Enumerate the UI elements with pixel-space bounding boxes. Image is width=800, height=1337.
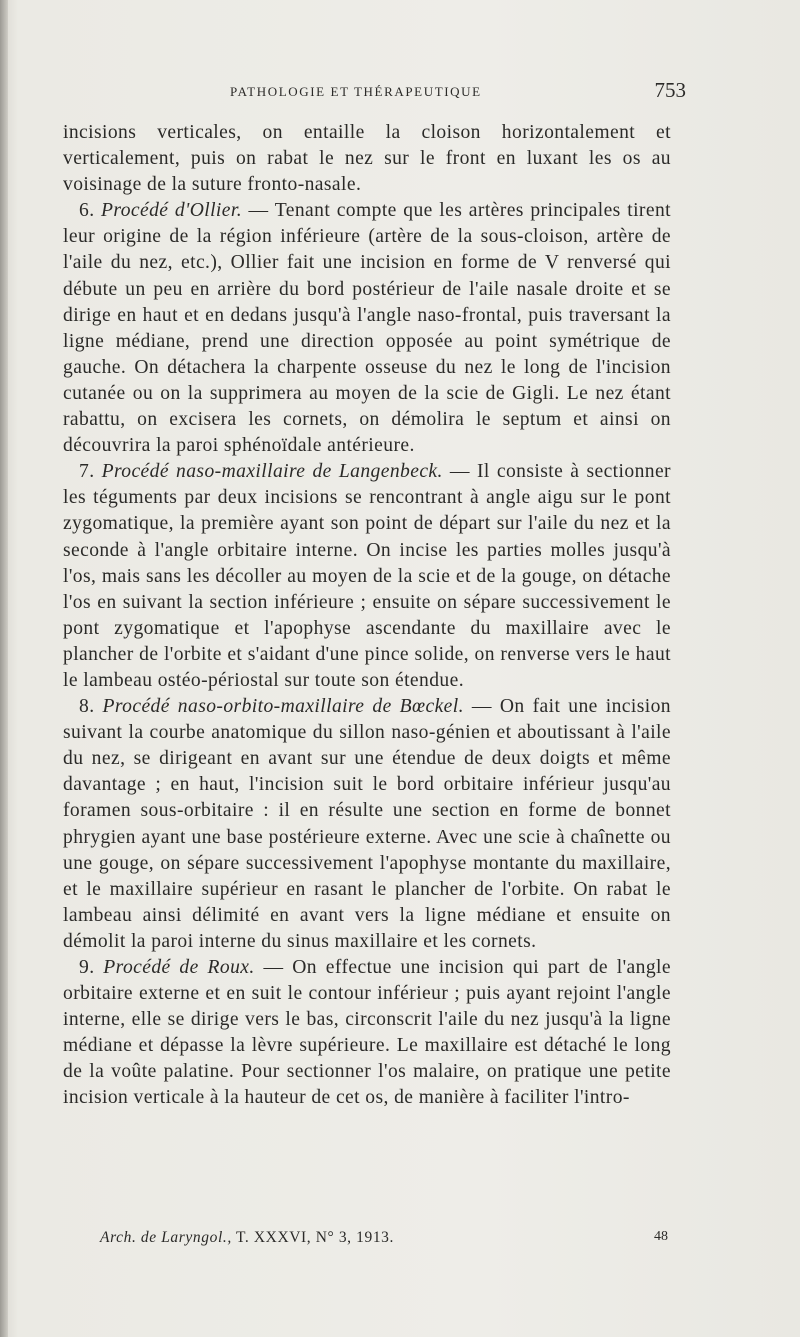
- paragraph-text: — Tenant compte que les artères principales tirent leur origine de la région inférieure (artère de la sous-cloison, artère de l'aile du nez, etc.), Ollier fait une incision en forme de V renversé qui débute un peu en arrière du bord postérieur de l'aile nasale droite et se dirige en haut et en dedans jusqu'à l'angle naso-frontal, puis traversant la ligne médiane, prend une direction opposée au point symétrique de gauche. On détachera la charpente osseuse du nez le long de l'incision cutanée ou on la supprimera au moyen de la scie de Gigli. Le nez étant rabattu, on excisera les cornets, on démolira le septum et ainsi on découvrira la paroi sphénoïdale antérieure.: [63, 200, 671, 457]
- section-heading: Procédé naso-orbito-maxillaire de Bœckel.: [102, 696, 464, 718]
- page-gutter-shadow: [0, 0, 8, 1337]
- paragraph-continuation: [63, 120, 671, 198]
- signature-mark: 48: [654, 1229, 668, 1244]
- paragraph-text: incisions verticales, on entaille la cloison horizontalement et verticalement, puis on rabat le nez sur le front en luxant les os au voisinage de la suture fronto-nasale.: [63, 122, 671, 196]
- section-heading: Procédé d'Ollier.: [101, 200, 243, 222]
- paragraph-text: — Il consiste à sectionner les téguments par deux incisions se rencontrant à angle aigu sur le pont zygomatique, la première ayant son point de départ sur l'aile du nez et la seconde à l'angle orbitaire interne. On incise les parties molles jusqu'à l'os, mais sans les décoller au moyen de la scie et de la gouge, on détache l'os en suivant la section inférieure ; ensuite on sépare successivement le pont zygomatique et l'apophyse ascendante du maxillaire avec le plancher de l'orbite et s'aidant d'une pince solide, on renverse vers le haut le lambeau ostéo-périostal sur toute son étendue.: [63, 461, 671, 691]
- paragraph-procede-langenbeck: [63, 459, 671, 694]
- paragraph-procede-ollier: [63, 198, 671, 459]
- paragraph-procede-boeckel: [63, 694, 671, 955]
- paragraph-text: — On fait une incision suivant la courbe anatomique du sillon naso-génien et aboutissant à l'aile du nez, se dirigeant en avant sur une étendue de deux doigts et même davantage ; en haut, l'incision suit le bord orbitaire inférieur jusqu'au foramen sous-orbitaire : il en résulte une section en forme de bonnet phrygien ayant une base postérieure externe. Avec une scie à chaînette ou une gouge, on sépare successivement l'apophyse montante du maxillaire, et le maxillaire supérieur en rasant le plancher de l'orbite. On rabat le lambeau ainsi délimité en avant vers la ligne médiane et ensuite on démolit la paroi interne du sinus maxillaire et les cornets.: [63, 696, 671, 952]
- running-title: PATHOLOGIE ET THÉRAPEUTIQUE: [230, 84, 482, 99]
- section-number: 8.: [79, 696, 95, 718]
- section-number: 7.: [79, 461, 95, 483]
- journal-issue: T. XXXVI, N° 3, 1913.: [231, 1229, 395, 1246]
- section-heading: Procédé de Roux.: [103, 957, 255, 978]
- page-header: [60, 78, 686, 108]
- page-footer: [100, 1229, 670, 1253]
- paragraph-procede-roux: [63, 955, 671, 1112]
- page-number: 753: [654, 78, 686, 102]
- section-number: 6.: [79, 200, 95, 222]
- section-heading: Procédé naso-maxillaire de Langenbeck.: [101, 461, 443, 483]
- body-text: [63, 120, 671, 1112]
- journal-name: Arch. de Laryngol.,: [100, 1229, 232, 1246]
- journal-citation: [100, 1229, 394, 1247]
- section-number: 9.: [79, 957, 95, 978]
- paragraph-text: — On effectue une incision qui part de l'angle orbitaire externe et en suit le contour inférieur ; puis ayant rejoint l'angle interne, elle se dirige vers le bas, circonscrit l'aile du nez jusqu'à la ligne médiane et dépasse la lèvre supérieure. Le maxillaire est détaché le long de la voûte palatine. Pour sectionner l'os malaire, on pratique une petite incision verticale à la hauteur de cet os, de manière à faciliter l'intro-: [63, 957, 671, 1109]
